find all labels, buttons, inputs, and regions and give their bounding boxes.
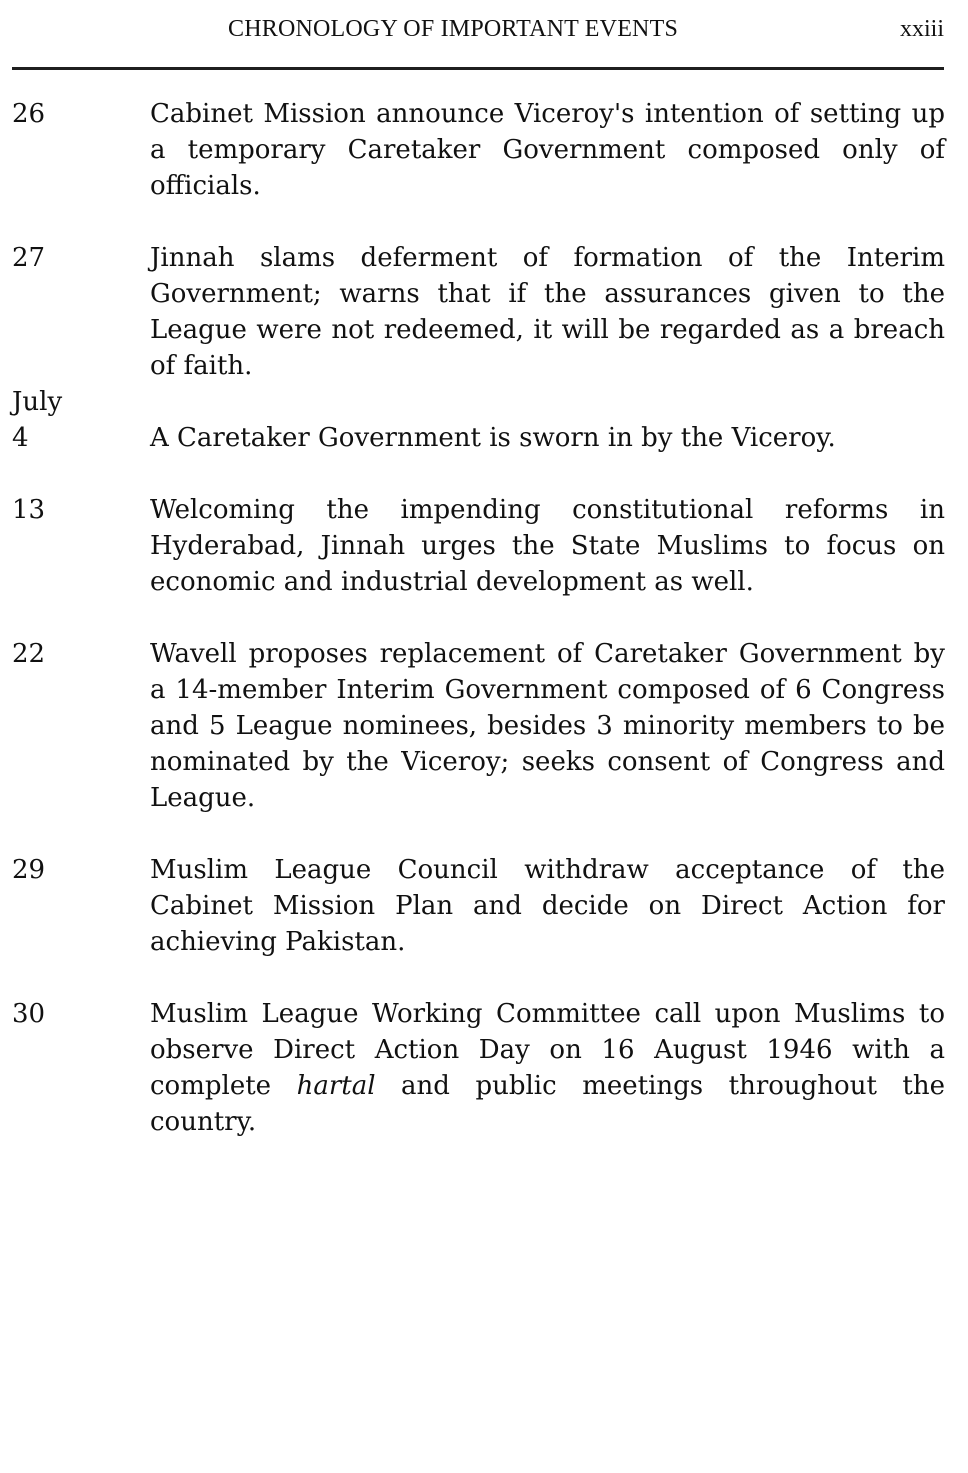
- page-number: xxiii: [899, 16, 944, 42]
- running-title: CHRONOLOGY OF IMPORTANT EVENTS: [228, 16, 678, 42]
- italic-term: hartal: [296, 1071, 376, 1101]
- entry-text: [150, 996, 945, 1140]
- entry-date: 30: [12, 999, 46, 1029]
- entry-text-part: Muslim League Working Committee call upon Muslims to observe Direct Action Day on 16 August 1946 with a complete: [150, 999, 945, 1101]
- entry-text: Welcoming the impending constitutional reforms in Hyderabad, Jinnah urges the State Muslims to focus on economic and industrial development as well.: [150, 495, 945, 597]
- entry-text: Muslim League Council withdraw acceptance of the Cabinet Mission Plan and decide on Direct Action for achieving Pakistan.: [150, 855, 945, 957]
- entry-text: Jinnah slams deferment of formation of the Interim Government; warns that if the assurances given to the League were not redeemed, it will be regarded as a breach of faith.: [150, 243, 945, 381]
- chronology-entry-30: [0, 996, 968, 1140]
- entry-text: Cabinet Mission announce Viceroy's intention of setting up a temporary Caretaker Government composed only of officials.: [150, 99, 945, 201]
- entry-date: 13: [12, 495, 46, 525]
- chronology-list: [0, 96, 968, 1176]
- entry-text-part: and public meetings throughout the country.: [150, 1071, 945, 1137]
- chronology-entry-29: [0, 852, 968, 960]
- entry-date: 27: [12, 243, 46, 273]
- entry-date: 26: [12, 99, 46, 129]
- month-label: July: [12, 387, 63, 417]
- chronology-entry-13: [0, 492, 968, 600]
- running-header: [0, 14, 968, 54]
- entry-date: 29: [12, 855, 46, 885]
- entry-date-group: [12, 384, 132, 456]
- entry-date: 22: [12, 639, 46, 669]
- chronology-entry-july-4: [0, 384, 968, 456]
- entry-text: Wavell proposes replacement of Caretaker Government by a 14-member Interim Government composed of 6 Congress and 5 League nominees, besides 3 minority members to be nominated by the Viceroy; seeks consent of Congress and League.: [150, 639, 945, 813]
- header-rule: [12, 67, 944, 70]
- entry-text: A Caretaker Government is sworn in by the Viceroy.: [150, 423, 836, 453]
- entry-date: 4: [12, 423, 29, 453]
- chronology-entry-27: [0, 240, 968, 384]
- chronology-entry-22: [0, 636, 968, 816]
- chronology-entry-26: [0, 96, 968, 204]
